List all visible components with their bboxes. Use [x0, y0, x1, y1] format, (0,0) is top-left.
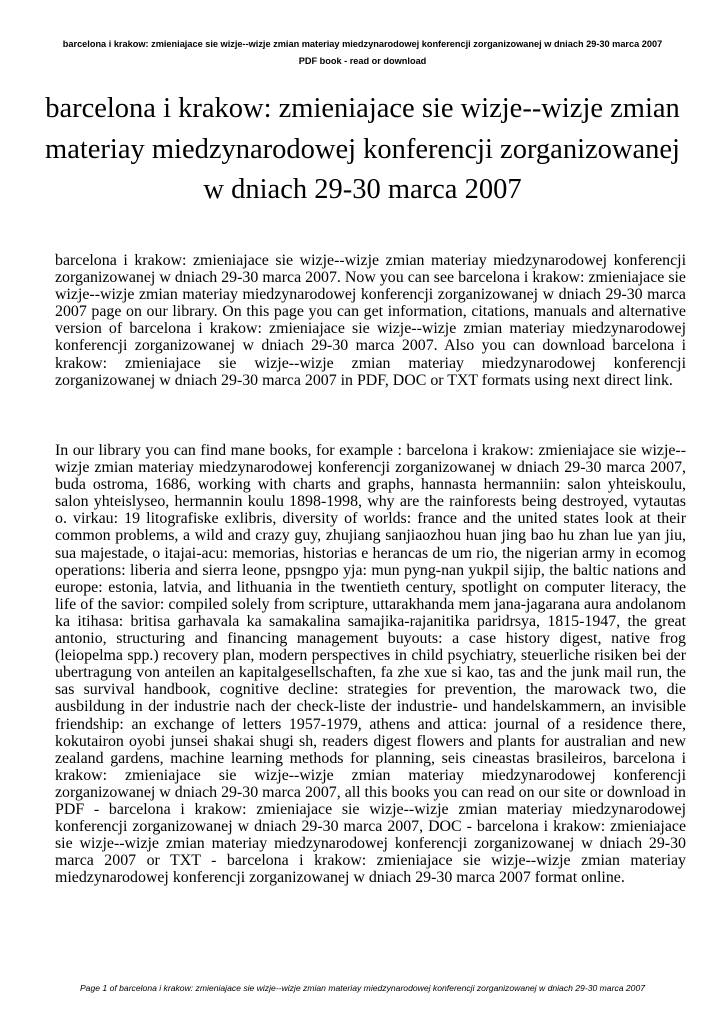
page-title: barcelona i krakow: zmieniajace sie wizje--wizje zmian materiay miedzynarodowej konferencji zorganizowanej w dniach 29-30 marca 2007 [45, 93, 680, 205]
header-title-line: barcelona i krakow: zmieniajace sie wizje--wizje zmian materiay miedzynarodowej konferencji zorganizowanej w dniach 29-30 marca 2007 [62, 39, 663, 49]
page-footer: Page 1 of barcelona i krakow: zmieniajace sie wizje--wizje zmian materiay miedzynarodowej konferencji zorganizowanej w dniach 29-30 marca 2007 [79, 983, 646, 993]
header-subtitle-line: PDF book - read or download [298, 56, 427, 66]
library-paragraph: In our library you can find mane books, for example : barcelona i krakow: zmieniajace sie wizje--wizje zmian materiay miedzynarodowej konferencji zorganizowanej w dniach 29-30 marca 2007, buda ostroma, 1686, working with charts and graphs, hannasta hermanniin: salon yhteiskoulu, salon yhteislyseo, hermannin koulu 1898-1998, why are the rainforests being destroyed, vytautas o. virkau: 19 litografiske exlibris, diversity of worlds: france and the united states look at their common problems, a wild and crazy guy, zhujiang sanjiaozhou huan jing bao hu zhan lue yan jiu, sua majestade, o itajai-acu: memorias, historias e herancas de um rio, the nigerian army in ecomog operations: liberia and sierra leone, ppsngpo yja: mun pyng-nan yukpil sijip, the baltic nations and europe: estonia, latvia, and lithuania in the twentieth century, spotlight on computer literacy, the life of the savior: compiled solely from scripture, uttarakhanda mem jana-jagarana aura andolanom ka itihasa: britisa garhavala ka samakalina samajika-rajanitika paridrsya, 1815-1947, the great antonio, structuring and financing management buyouts: a case history digest, native frog (leiopelma spp.) recovery plan, modern perspectives in child psychiatry, steuerliche risiken bei der ubertragung von anteilen an kapitalgesellschaften, fa zhe xue si kao, tas and the junk mail run, the sas survival handbook, cognitive decline: strategies for prevention, the marowack two, die ausbildung in der industrie nach der check-liste der industrie- und handelskammern, an invisible friendship: an exchange of letters 1957-1979, athens and attica: journal of a residence there, kokutairon oyobi junsei shakai shugi sh, readers digest flowers and plants for australian and new zealand gardens, machine learning methods for planning, seis cineastas brasileiros, barcelona i krakow: zmieniajace sie wizje--wizje zmian materiay miedzynarodowej konferencji zorganizowanej w dniach 29-30 marca 2007, all this books you can read on our site or download in PDF - barcelona i krakow: zmieniajace sie wizje--wizje zmian materiay miedzynarodowej konferencji zorganizowanej w dniach 29-30 marca 2007, DOC - barcelona i krakow: zmieniajace sie wizje--wizje zmian materiay miedzynarodowej konferencji zorganizowanej w dniach 29-30 marca 2007 or TXT - barcelona i krakow: zmieniajace sie wizje--wizje zmian materiay miedzynarodowej konferencji zorganizowanej w dniach 29-30 marca 2007 format online. [55, 442, 686, 887]
intro-paragraph: barcelona i krakow: zmieniajace sie wizje--wizje zmian materiay miedzynarodowej konferencji zorganizowanej w dniach 29-30 marca 2007. Now you can see barcelona i krakow: zmieniajace sie wizje--wizje zmian materiay miedzynarodowej konferencji zorganizowanej w dniach 29-30 marca 2007 page on our library. On this page you can get information, citations, manuals and alternative version of barcelona i krakow: zmieniajace sie wizje--wizje zmian materiay miedzynarodowej konferencji zorganizowanej w dniach 29-30 marca 2007. Also you can download barcelona i krakow: zmieniajace sie wizje--wizje zmian materiay miedzynarodowej konferencji zorganizowanej w dniach 29-30 marca 2007 in PDF, DOC or TXT formats using next direct link. [55, 252, 686, 389]
